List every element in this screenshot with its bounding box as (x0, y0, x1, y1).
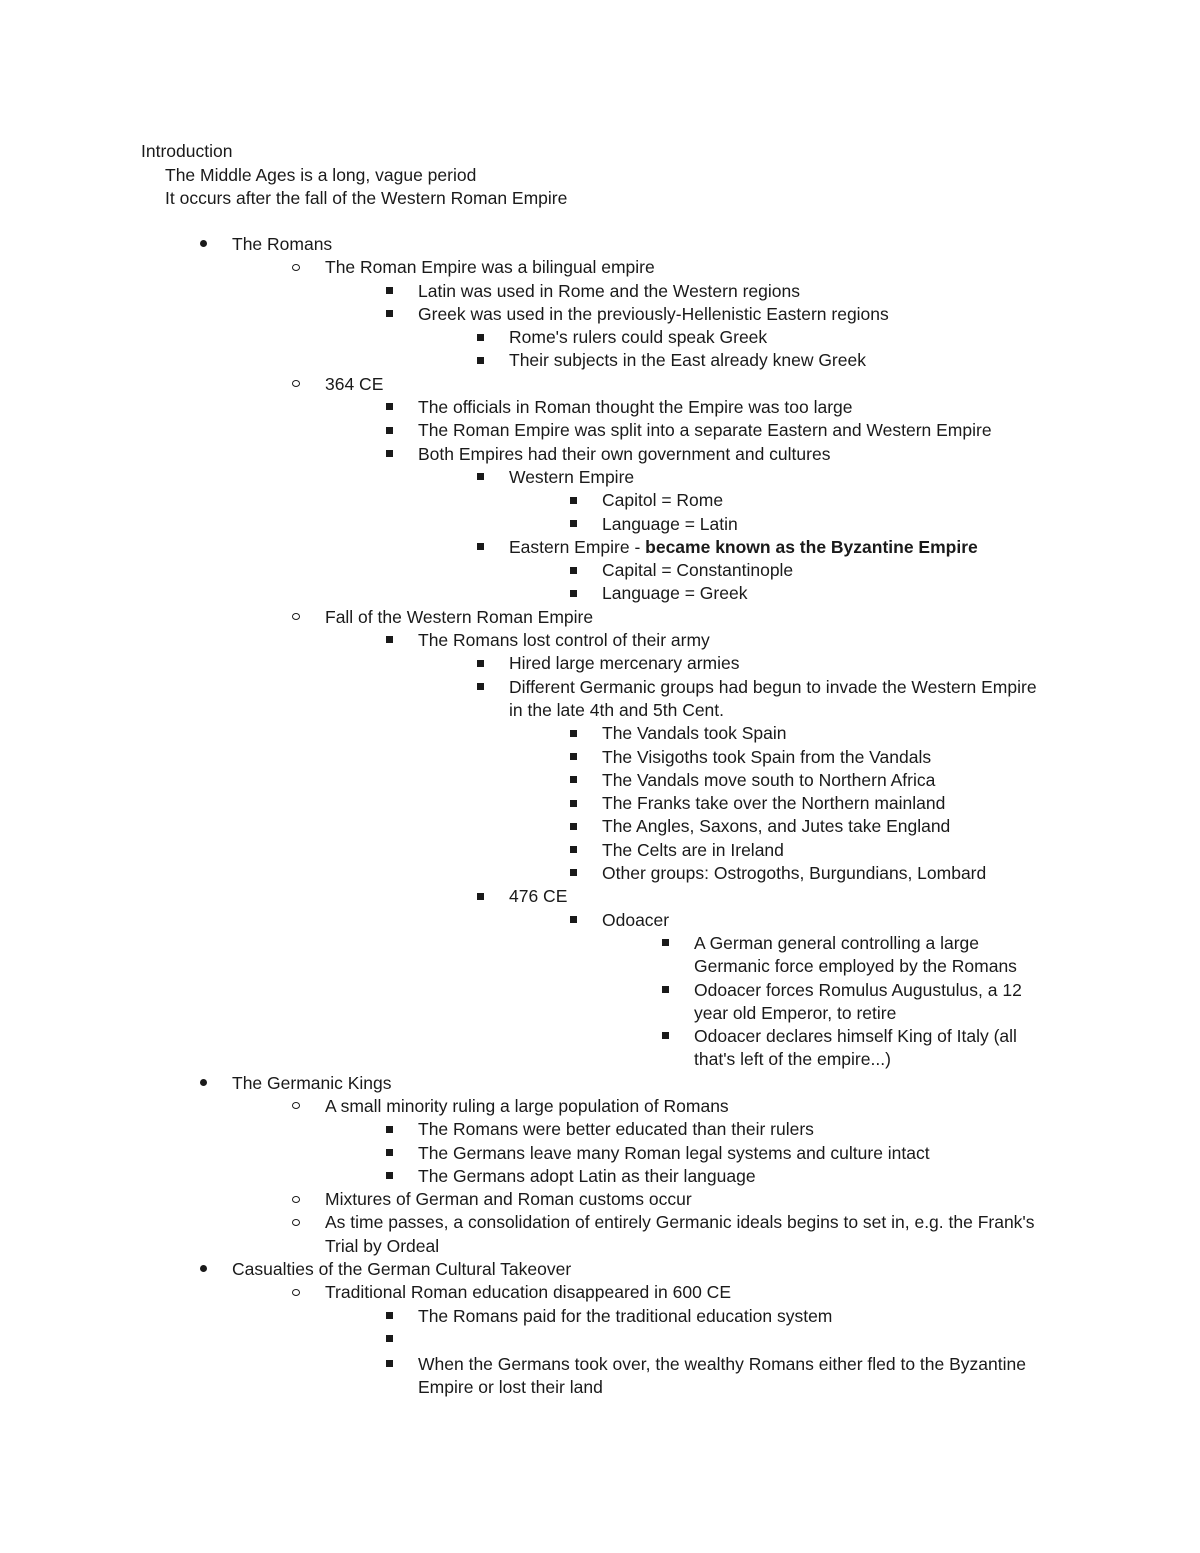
bullet-square-icon (381, 1165, 397, 1188)
list-item (0, 1258, 1200, 1281)
list-item-text: The Roman Empire was a bilingual empire (325, 257, 655, 278)
bullet-square-icon (565, 862, 581, 885)
introduction-section (141, 140, 567, 211)
bullet-square-icon (472, 676, 488, 699)
list-item (0, 536, 1200, 559)
bullet-square-icon (472, 536, 488, 559)
list-item-text: 364 CE (325, 373, 384, 394)
bullet-square-icon (381, 1118, 397, 1141)
list-item (0, 233, 1200, 256)
bullet-circle-icon (288, 1281, 304, 1304)
bullet-square-icon (565, 909, 581, 932)
bullet-square-icon (565, 513, 581, 536)
byzantine-bold-text: became known as the Byzantine Empire (645, 536, 978, 557)
list-item-text: Traditional Roman education disappeared in 600 CE (325, 1282, 731, 1303)
bullet-circle-icon (288, 373, 304, 396)
bullet-square-icon (565, 722, 581, 745)
bullet-square-icon (565, 792, 581, 815)
list-item-text: A small minority ruling a large population of Romans (325, 1095, 729, 1116)
list-item-empty (0, 1328, 1200, 1353)
list-item (0, 280, 1200, 303)
section-title: The Germanic Kings (232, 1072, 392, 1093)
bullet-square-icon (565, 582, 581, 605)
list-item (0, 466, 1200, 489)
list-item (0, 746, 1200, 769)
bullet-square-icon (381, 419, 397, 442)
list-item (0, 489, 1200, 512)
list-item-text: Western Empire (509, 466, 635, 487)
bullet-square-icon (472, 349, 488, 372)
list-item-text: As time passes, a consolidation of entirely Germanic ideals begins to set in, e.g. the Frank's Trial by Ordeal (325, 1212, 1035, 1256)
list-item (0, 629, 1200, 652)
list-item (0, 349, 1200, 372)
list-item-text: Latin was used in Rome and the Western regions (418, 280, 800, 301)
list-item-text: Language = Greek (602, 583, 748, 604)
list-item-text: Odoacer forces Romulus Augustulus, a 12 year old Emperor, to retire (694, 979, 1022, 1023)
bullet-square-icon (381, 1305, 397, 1328)
list-item-text: The Germans leave many Roman legal systems and culture intact (418, 1142, 930, 1163)
bullet-square-icon (472, 466, 488, 489)
list-item-text: The Romans paid for the traditional education system (418, 1305, 833, 1326)
list-item-text: Mixtures of German and Roman customs occur (325, 1189, 692, 1210)
list-item (0, 769, 1200, 792)
list-item (0, 582, 1200, 605)
bullet-square-icon (381, 629, 397, 652)
list-item (0, 1188, 1200, 1211)
list-item (0, 606, 1200, 629)
list-item-text: Different Germanic groups had begun to invade the Western Empire in the late 4th and 5th Cent. (509, 676, 1037, 720)
bullet-square-icon (565, 815, 581, 838)
bullet-circle-icon (288, 256, 304, 279)
list-item-text (509, 536, 1200, 559)
list-item (0, 932, 1200, 979)
bullet-square-icon (381, 396, 397, 419)
bullet-square-icon (381, 1142, 397, 1165)
list-item-text: Other groups: Ostrogoths, Burgundians, Lombard (602, 863, 987, 884)
list-item-text: The Celts are in Ireland (602, 839, 784, 860)
list-item-text: The Romans were better educated than their rulers (418, 1119, 814, 1140)
section-title: Casualties of the German Cultural Takeover (232, 1259, 572, 1280)
list-item (0, 862, 1200, 885)
list-item-text: The Roman Empire was split into a separate Eastern and Western Empire (418, 420, 992, 441)
bullet-square-icon (565, 839, 581, 862)
bullet-square-icon (381, 443, 397, 466)
intro-line: The Middle Ages is a long, vague period (165, 164, 477, 185)
intro-line: It occurs after the fall of the Western Roman Empire (165, 188, 568, 208)
list-item (0, 1165, 1200, 1188)
list-item-text: The Romans lost control of their army (418, 630, 710, 651)
bullet-square-icon (381, 1328, 397, 1351)
list-item (0, 979, 1200, 1026)
list-item (0, 1118, 1200, 1141)
list-item (0, 792, 1200, 815)
list-item-text: The officials in Roman thought the Empire was too large (418, 397, 853, 418)
list-item (0, 513, 1200, 536)
bullet-square-icon (381, 1353, 397, 1376)
bullet-square-icon (472, 885, 488, 908)
list-item-text: Hired large mercenary armies (509, 653, 740, 674)
bullet-dot-icon (195, 1258, 211, 1281)
list-item (0, 256, 1200, 279)
bullet-square-icon (657, 979, 673, 1002)
outline-list (0, 233, 1200, 1400)
list-item-text: The Germans adopt Latin as their language (418, 1165, 756, 1186)
list-item-text: 476 CE (509, 886, 568, 907)
list-item (0, 652, 1200, 675)
list-item-text: Their subjects in the East already knew Greek (509, 350, 866, 371)
list-item-text: Both Empires had their own government and cultures (418, 443, 831, 464)
list-item (0, 885, 1200, 908)
list-item-text: Odoacer (602, 909, 670, 930)
list-item-text: The Franks take over the Northern mainland (602, 793, 946, 814)
list-item (0, 419, 1200, 442)
list-item-text: Capital = Constantinople (602, 560, 794, 581)
bullet-circle-icon (288, 1211, 304, 1234)
bullet-square-icon (565, 489, 581, 512)
list-item-text: A German general controlling a large Germanic force employed by the Romans (694, 932, 1017, 977)
list-item (0, 1305, 1200, 1328)
bullet-circle-icon (288, 606, 304, 629)
bullet-circle-icon (288, 1188, 304, 1211)
introduction-heading: Introduction (141, 141, 233, 161)
bullet-square-icon (472, 652, 488, 675)
bullet-square-icon (657, 1025, 673, 1048)
list-item-text: When the Germans took over, the wealthy Romans either fled to the Byzantine Empire or lost their land (418, 1353, 1026, 1398)
list-item-text: Fall of the Western Roman Empire (325, 606, 594, 627)
list-item (0, 1211, 1200, 1258)
bullet-square-icon (381, 303, 397, 326)
list-item (0, 303, 1200, 326)
section-title: The Romans (232, 234, 333, 254)
list-item (0, 1072, 1200, 1095)
bullet-square-icon (381, 280, 397, 303)
list-item (0, 1095, 1200, 1118)
list-item (0, 1353, 1200, 1400)
list-item-text: The Angles, Saxons, and Jutes take England (602, 816, 951, 837)
list-item-text: Greek was used in the previously-Hellenistic Eastern regions (418, 303, 889, 324)
list-item (0, 1281, 1200, 1304)
list-item-text: Language = Latin (602, 513, 738, 534)
list-item (0, 909, 1200, 932)
list-item-text: Rome's rulers could speak Greek (509, 327, 768, 348)
list-item (0, 839, 1200, 862)
list-item-text: The Vandals move south to Northern Africa (602, 769, 936, 790)
bullet-circle-icon (288, 1095, 304, 1118)
bullet-square-icon (657, 932, 673, 955)
list-item-text: Odoacer declares himself King of Italy (all that's left of the empire...) (694, 1026, 1017, 1070)
list-item (0, 559, 1200, 582)
bullet-dot-icon (195, 233, 211, 256)
bullet-square-icon (472, 326, 488, 349)
list-item (0, 373, 1200, 396)
list-item-text: Capitol = Rome (602, 490, 724, 511)
list-item (0, 443, 1200, 466)
list-item (0, 396, 1200, 419)
bullet-square-icon (565, 746, 581, 769)
bullet-dot-icon (195, 1072, 211, 1095)
bullet-square-icon (565, 769, 581, 792)
list-item (0, 722, 1200, 745)
list-item (0, 326, 1200, 349)
bullet-square-icon (565, 559, 581, 582)
eastern-empire-label: Eastern Empire - (509, 536, 646, 557)
list-item (0, 676, 1200, 723)
list-item-text: The Visigoths took Spain from the Vandals (602, 746, 932, 767)
list-item (0, 1142, 1200, 1165)
list-item (0, 1025, 1200, 1072)
list-item (0, 815, 1200, 838)
list-item-text: The Vandals took Spain (602, 723, 787, 744)
